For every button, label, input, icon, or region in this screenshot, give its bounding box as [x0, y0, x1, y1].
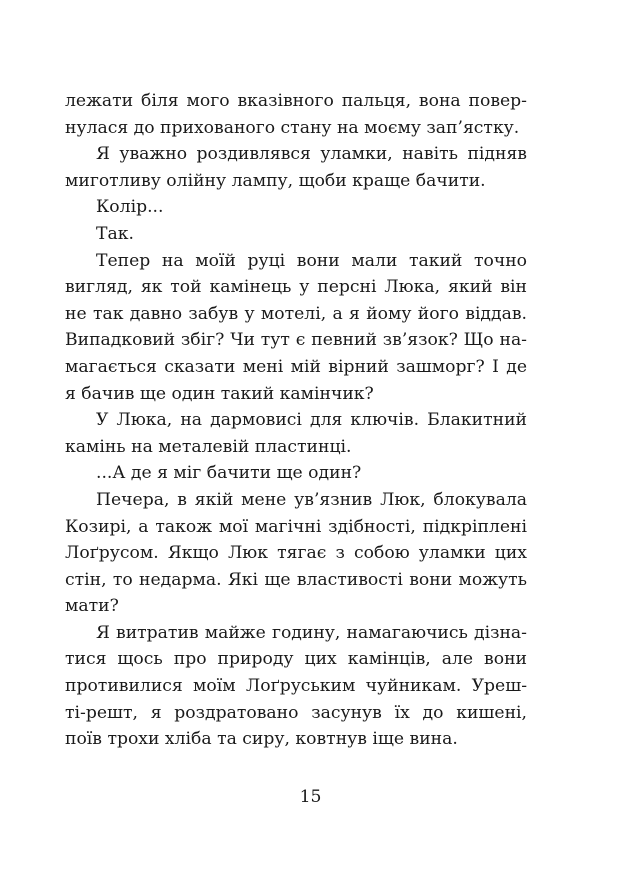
text-line: Випадковий збіг? Чи тут є певний зв’язок? Що на- [65, 330, 527, 351]
text-line: Так. [96, 223, 134, 244]
text-line: У Люка, на дармовисі для ключів. Блакитний [96, 410, 527, 431]
text-line: мати? [65, 596, 119, 617]
text-line: тися щось про природу цих камінців, але вони [65, 649, 527, 670]
text-line: я бачив ще один такий камінчик? [65, 383, 374, 404]
text-line: Я уважно роздивлявся уламки, навіть підняв [96, 144, 527, 165]
text-line: Лоґрусом. Якщо Люк тягає з собою уламки цих [65, 543, 527, 564]
text-line: Я витратив майже годину, намагаючись дізна- [96, 622, 527, 643]
text-line: нулася до прихованого стану на моєму зап’ястку. [65, 117, 520, 138]
text-line: стін, то недарма. Які ще властивості вони можуть [65, 569, 527, 590]
text-line: Колір... [96, 197, 164, 218]
text-line: миготливу олійну лампу, щоби краще бачити. [65, 170, 486, 191]
text-line: камінь на металевій пластинці. [65, 436, 352, 457]
page-number: 15 [299, 787, 322, 807]
text-line: противилися моїм Лоґруським чуйникам. Уреш- [65, 676, 527, 697]
page-body [65, 88, 527, 753]
text-line: не так давно забув у мотелі, а я йому його віддав. [65, 303, 527, 324]
text-line: ті-решт, я роздратовано засунув їх до кишені, [65, 702, 527, 723]
text-line: магається сказати мені мій вірний зашморг? І де [65, 356, 527, 377]
text-line: вигляд, як той камінець у персні Люка, який він [65, 277, 527, 298]
text-line: поїв трохи хліба та сиру, ковтнув іще вина. [65, 729, 458, 750]
text-line: ...А де я міг бачити ще один? [96, 463, 362, 484]
text-line: Козирі, а також мої магічні здібності, підкріплені [65, 516, 527, 537]
text-line: Тепер на моїй руці вони мали такий точно [96, 250, 527, 271]
text-line: Печера, в якій мене ув’язнив Люк, блокувала [96, 489, 527, 510]
text-line: лежати біля мого вказівного пальця, вона повер- [65, 91, 527, 111]
